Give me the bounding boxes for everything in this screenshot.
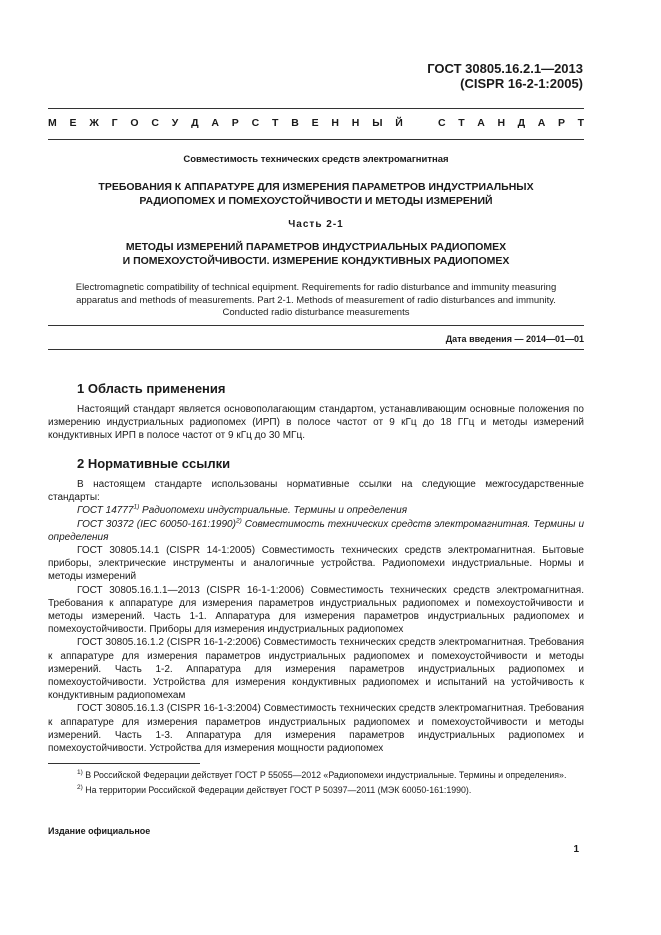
document-number-cispr: (CISPR 16-2-1:2005): [460, 76, 583, 91]
standard-label-letter: Д: [517, 117, 526, 129]
standard-rule: [48, 139, 584, 140]
footnote-2-marker: 2): [77, 784, 83, 792]
date-rule-top: [48, 325, 584, 326]
standard-label-letter: О: [130, 117, 139, 129]
standard-label-letter: Н: [331, 117, 339, 129]
footnote-1: [48, 769, 584, 781]
part-heading-line2: И ПОМЕХОУСТОЙЧИВОСТИ. ИЗМЕРЕНИЕ КОНДУКТИВНЫХ РАДИОПОМЕХ: [122, 255, 510, 267]
standard-label-letter: С: [251, 117, 260, 129]
english-title-line3: Conducted radio disturbance measurements: [222, 307, 410, 318]
document-number-gost: ГОСТ 30805.16.2.1—2013: [427, 61, 583, 76]
standard-label-letter: Г: [111, 117, 118, 129]
standard-label-word2: [438, 117, 584, 129]
footnote-1-marker: 1): [77, 769, 83, 777]
standard-label-letter: А: [477, 117, 485, 129]
main-heading-line1: ТРЕБОВАНИЯ К АППАРАТУРЕ ДЛЯ ИЗМЕРЕНИЯ ПАРАМЕТРОВ ИНДУСТРИАЛЬНЫХ: [98, 181, 534, 193]
footnote-marker-1: 1): [133, 504, 140, 512]
part-heading: [48, 240, 584, 268]
reference-title: Радиопомехи индустриальные. Термины и определения: [139, 505, 408, 517]
footnote-marker-2: 2): [235, 517, 242, 525]
reference-gost-30805-16-1-1: ГОСТ 30805.16.1.1—2013 (CISPR 16-1-1:2006) Совместимость технических средств электромагнитная. Требования к аппаратуре для измерения параметров индустриальных радиопомех и помехоустойчивости и методы измерений. Часть 1-1. Аппаратура для измерения параметров индустриальных радиопомех и помехоустойчивости. Приборы для измерения индустриальных радиопомех: [48, 584, 584, 636]
main-heading-line2: РАДИОПОМЕХ И ПОМЕХОУСТОЙЧИВОСТИ И МЕТОДЫ ИЗМЕРЕНИЙ: [139, 195, 493, 207]
standard-label-letter: Т: [577, 117, 584, 129]
section1-body: [48, 403, 584, 443]
standard-label-letter: Н: [497, 117, 506, 129]
part-heading-line1: МЕТОДЫ ИЗМЕРЕНИЙ ПАРАМЕТРОВ ИНДУСТРИАЛЬНЫХ РАДИОПОМЕХ: [125, 241, 507, 253]
reference-title: Совместимость технических средств электромагнитная. Термины и определения: [48, 518, 585, 543]
reference-code: ГОСТ 30372 (IEC 60050-161:1990): [77, 518, 236, 530]
section2-title: 2 Нормативные ссылки: [77, 456, 231, 471]
page-number: 1: [573, 844, 579, 855]
reference-gost-30805-14-1: ГОСТ 30805.14.1 (CISPR 14-1:2005) Совместимость технических средств электромагнитная. Бытовые приборы, электрические инструменты и аналогичные устройства. Радиопомехи индустриальные. Нормы и методы измерений: [48, 545, 584, 583]
standard-label-letter: А: [537, 117, 546, 129]
footnote-2-text: На территории Российской Федерации действует ГОСТ Р 50397—2011 (МЭК 60050-161:1990).: [82, 785, 472, 795]
standard-label-letter: А: [211, 117, 219, 129]
official-edition-label: Издание официальное: [48, 826, 151, 836]
standard-label-letter: С: [438, 117, 446, 129]
reference-code: ГОСТ 14777: [77, 505, 134, 517]
reference-gost-14777: [48, 504, 584, 517]
standard-label-letter: С: [151, 117, 159, 129]
document-number: [427, 61, 583, 91]
standard-label-letter: Е: [69, 117, 77, 129]
standard-label-letter: В: [291, 117, 299, 129]
section1-title: 1 Область применения: [77, 381, 226, 396]
reference-gost-30805-16-1-3: ГОСТ 30805.16.1.3 (CISPR 16-1-3:2004) Совместимость технических средств электромагнитная. Требования к аппаратуре для измерения параметров индустриальных радиопомех и помехоустойчивости и методы измерений. Часть 1-3. Аппаратура для измерения параметров индустриальных радиопомех и помехоустойчивости. Устройства для измерения мощности радиопомех: [48, 703, 584, 755]
reference-gost-30372: [48, 518, 584, 544]
introduction-date: Дата введения — 2014—01—01: [445, 334, 584, 344]
standard-label-letter: Д: [191, 117, 199, 129]
standard-label-letter: Ж: [89, 117, 99, 129]
standard-label-letter: Н: [351, 117, 360, 129]
section2-intro: В настоящем стандарте использованы нормативные ссылки на следующие межгосударственные стандарты:: [48, 479, 584, 504]
english-title-line1: Electromagnetic compatibility of technical equipment. Requirements for radio disturbance and immunity measuring: [75, 282, 557, 293]
english-title-line2: apparatus and methods of measurements. Part 2-1. Methods of measurement of radio disturbances and immunity.: [76, 294, 556, 306]
standard-label: [48, 117, 584, 129]
standard-label-word1: [48, 117, 403, 129]
reference-gost-30805-16-1-2: ГОСТ 30805.16.1.2 (CISPR 16-1-2:2006) Совместимость технических средств электромагнитная. Требования к аппаратуре для измерения параметров индустриальных радиопомех и помехоустойчивости и методы измерений. Часть 1-2. Аппаратура для измерения параметров индустриальных радиопомех и помехоустойчивости. Устройства для измерения кондуктивных радиопомех и испытаний на устойчивость к кондуктивным радиопомехам: [48, 637, 584, 702]
top-rule: [48, 108, 584, 109]
footnote-1-text: В Российской Федерации действует ГОСТ Р 55055—2012 «Радиопомехи индустриальные. Термины и определения».: [82, 770, 567, 780]
standard-label-letter: Е: [311, 117, 319, 129]
english-title: [48, 282, 584, 320]
section2-body: [48, 478, 584, 755]
part-label: Часть 2-1: [288, 219, 344, 230]
standard-label-letter: Р: [231, 117, 239, 129]
subtitle: Совместимость технических средств электромагнитная: [183, 154, 449, 165]
standard-label-letter: У: [171, 117, 179, 129]
footnotes: [48, 769, 584, 799]
main-heading: [48, 180, 584, 208]
standard-label-letter: Т: [271, 117, 279, 129]
standard-label-letter: Й: [395, 117, 403, 129]
date-rule-bottom: [48, 349, 584, 350]
standard-label-letter: Р: [557, 117, 565, 129]
section1-paragraph: Настоящий стандарт является основополагающим стандартом, устанавливающим основные положения по измерению индустриальных радиопомех (ИРП) в полосе частот от 9 кГц до 18 ГГц и методы измерений кондуктивных ИРП в полосе частот от 9 кГц до 30 МГц.: [48, 404, 584, 442]
standard-label-letter: М: [48, 117, 57, 129]
standard-label-letter: Т: [458, 117, 465, 129]
footnote-2: [48, 784, 584, 796]
standard-label-letter: Ы: [372, 117, 383, 129]
footnote-separator: [48, 763, 200, 764]
